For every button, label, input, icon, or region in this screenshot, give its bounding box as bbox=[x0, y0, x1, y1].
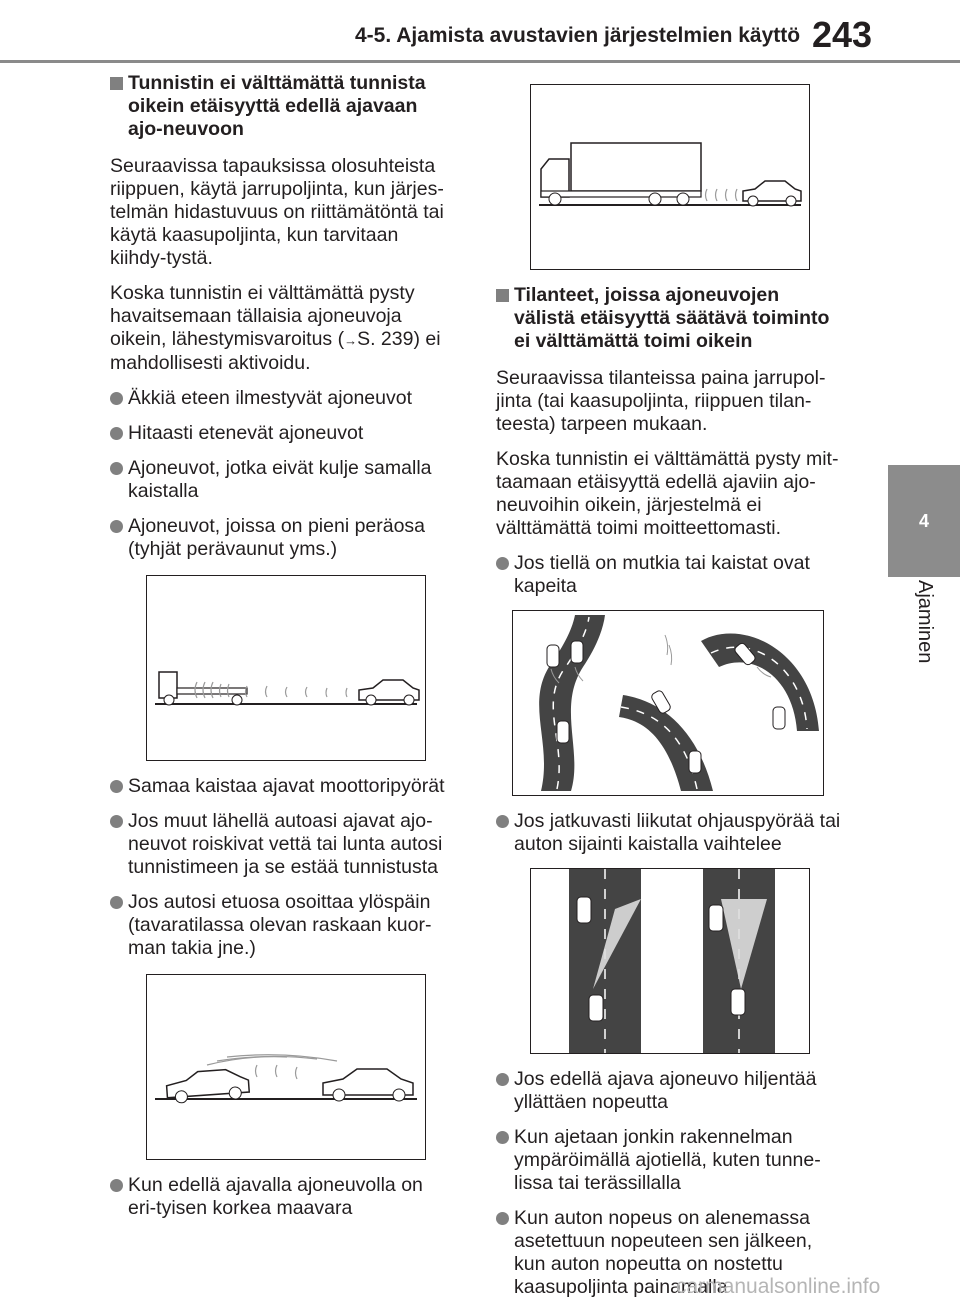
list-item-text: Jos tiellä on mutkia tai kaistat ovat kapeita bbox=[514, 552, 810, 597]
paragraph: Seuraavissa tilanteissa paina jarrupol-jinta (tai kaasupoljinta, riippuen tilan-teesta) tarpeen mukaan. bbox=[496, 367, 826, 435]
high-clearance-truck-drawing bbox=[531, 85, 809, 269]
bullet-icon bbox=[110, 392, 123, 405]
paragraph: Seuraavissa tapauksissa olosuhteista riippuen, käytä jarrupoljinta, kun järjes-telmän hidastuvuus on riittämätöntä tai käytä kaasupoljinta, kun tarvitaan kiihdy-tystä. bbox=[110, 155, 444, 269]
car-icon bbox=[323, 1069, 413, 1101]
car-icon bbox=[743, 181, 801, 206]
illustration-curved-roads bbox=[512, 610, 824, 796]
bullet-icon bbox=[496, 815, 509, 828]
bullet-icon bbox=[496, 1073, 509, 1086]
curved-road-icon bbox=[539, 615, 605, 791]
list-item-text: Ajoneuvot, jotka eivät kulje samalla kaistalla bbox=[128, 457, 432, 502]
list-item-text: Hitaasti etenevät ajoneuvot bbox=[128, 422, 364, 444]
empty-trailer-drawing bbox=[147, 576, 425, 760]
bullet-icon bbox=[496, 557, 509, 570]
section-heading bbox=[110, 72, 455, 141]
watermark: carmanualsonline.info bbox=[676, 1275, 881, 1298]
square-bullet-icon bbox=[110, 77, 123, 90]
illustration-empty-trailer bbox=[146, 575, 426, 761]
page-header bbox=[0, 0, 960, 60]
left-column bbox=[110, 72, 455, 1232]
list-item bbox=[110, 810, 455, 879]
page-reference-link[interactable]: S. 239) ei mahdollisesti aktivoidu. bbox=[110, 328, 441, 374]
square-bullet-icon bbox=[496, 289, 509, 302]
list-item bbox=[496, 810, 841, 856]
radar-waves-icon bbox=[706, 189, 738, 201]
list-item-text: Kun edellä ajavalla ajoneuvolla on eri-tyisen korkea maavara bbox=[128, 1174, 423, 1219]
list-item bbox=[110, 422, 455, 445]
list-item bbox=[110, 457, 455, 503]
chapter-label: Ajaminen bbox=[914, 580, 936, 664]
car-icon bbox=[359, 680, 419, 705]
list-item bbox=[110, 515, 455, 561]
raised-front-drawing bbox=[147, 975, 425, 1159]
curved-road-icon bbox=[701, 633, 819, 731]
bullet-icon bbox=[110, 815, 123, 828]
bullet-icon bbox=[110, 780, 123, 793]
bullet-icon bbox=[110, 1179, 123, 1192]
list-item bbox=[110, 775, 455, 798]
lane-position-drawing bbox=[531, 869, 809, 1053]
chapter-tab[interactable] bbox=[888, 465, 960, 577]
section-heading bbox=[496, 284, 841, 353]
illustration-raised-front bbox=[146, 974, 426, 1160]
paragraph bbox=[110, 282, 455, 375]
illustration-high-clearance-truck bbox=[530, 84, 810, 270]
page-reference-arrow-icon: → bbox=[344, 333, 358, 348]
list-item-text: Kun auton nopeus on alenemassa asetettuun nopeuteen sen jälkeen, kun auton nopeutta on nostettu kaasupoljinta painamalla bbox=[514, 1207, 813, 1298]
list-item bbox=[110, 387, 455, 410]
section-title: 4-5. Ajamista avustavien järjestelmien käyttö bbox=[355, 24, 801, 47]
bullet-icon bbox=[496, 1131, 509, 1144]
list-item bbox=[496, 1068, 841, 1114]
header-divider bbox=[0, 60, 960, 63]
chapter-number: 4 bbox=[918, 510, 929, 531]
bullet-icon bbox=[496, 1212, 509, 1225]
list-item-text: Äkkiä eteen ilmestyvät ajoneuvot bbox=[128, 387, 412, 409]
bullet-icon bbox=[110, 896, 123, 909]
list-item-text: Jos edellä ajava ajoneuvo hiljentää yllättäen nopeutta bbox=[514, 1068, 817, 1113]
bullet-icon bbox=[110, 520, 123, 533]
heading-text: Tilanteet, joissa ajoneuvojen välistä etäisyyttä säätävä toiminto ei välttämättä toimi oikein bbox=[514, 284, 830, 352]
right-column bbox=[496, 72, 841, 1311]
list-item-text: Ajoneuvot, joissa on pieni peräosa (tyhjät perävaunut yms.) bbox=[128, 515, 426, 560]
list-item bbox=[496, 552, 841, 598]
list-item bbox=[110, 891, 455, 960]
heading-text: Tunnistin ei välttämättä tunnista oikein etäisyyttä edellä ajavaan ajo-neuvoon bbox=[128, 72, 426, 140]
truck-icon bbox=[541, 143, 701, 205]
list-item-text: Kun ajetaan jonkin rakennelman ympäröimällä ajotiellä, kuten tunne-lissa tai terässillalla bbox=[514, 1126, 821, 1194]
list-item bbox=[496, 1126, 841, 1195]
paragraph: Koska tunnistin ei välttämättä pysty mit-taamaan etäisyyttä edellä ajaviin ajo-neuvoihin oikein, järjestelmä ei välttämättä toimi moitteettomasti. bbox=[496, 448, 839, 539]
paragraph-text: Koska tunnistin ei välttämättä pysty havaitsemaan tällaisia ajoneuvoja oikein, lähestymisvaroitus ( bbox=[110, 282, 415, 350]
list-item bbox=[110, 1174, 455, 1220]
list-item-text: Samaa kaistaa ajavat moottoripyörät bbox=[128, 775, 445, 797]
list-item-text: Jos muut lähellä autoasi ajavat ajo-neuvot roiskivat vettä tai lunta autosi tunnistimeen ja se estää tunnistusta bbox=[128, 810, 443, 878]
bullet-icon bbox=[110, 462, 123, 475]
list-item-text: Jos autosi etuosa osoittaa ylöspäin (tavaratilassa olevan raskaan kuor-man takia jne.) bbox=[128, 891, 432, 959]
bullet-icon bbox=[110, 427, 123, 440]
list-item-text: Jos jatkuvasti liikutat ohjauspyörää tai auton sijainti kaistalla vaihtelee bbox=[514, 810, 841, 855]
car-top-view-icons bbox=[547, 641, 785, 773]
page-number: 243 bbox=[812, 14, 873, 55]
illustration-lane-position bbox=[530, 868, 810, 1054]
curved-roads-drawing bbox=[513, 611, 823, 795]
